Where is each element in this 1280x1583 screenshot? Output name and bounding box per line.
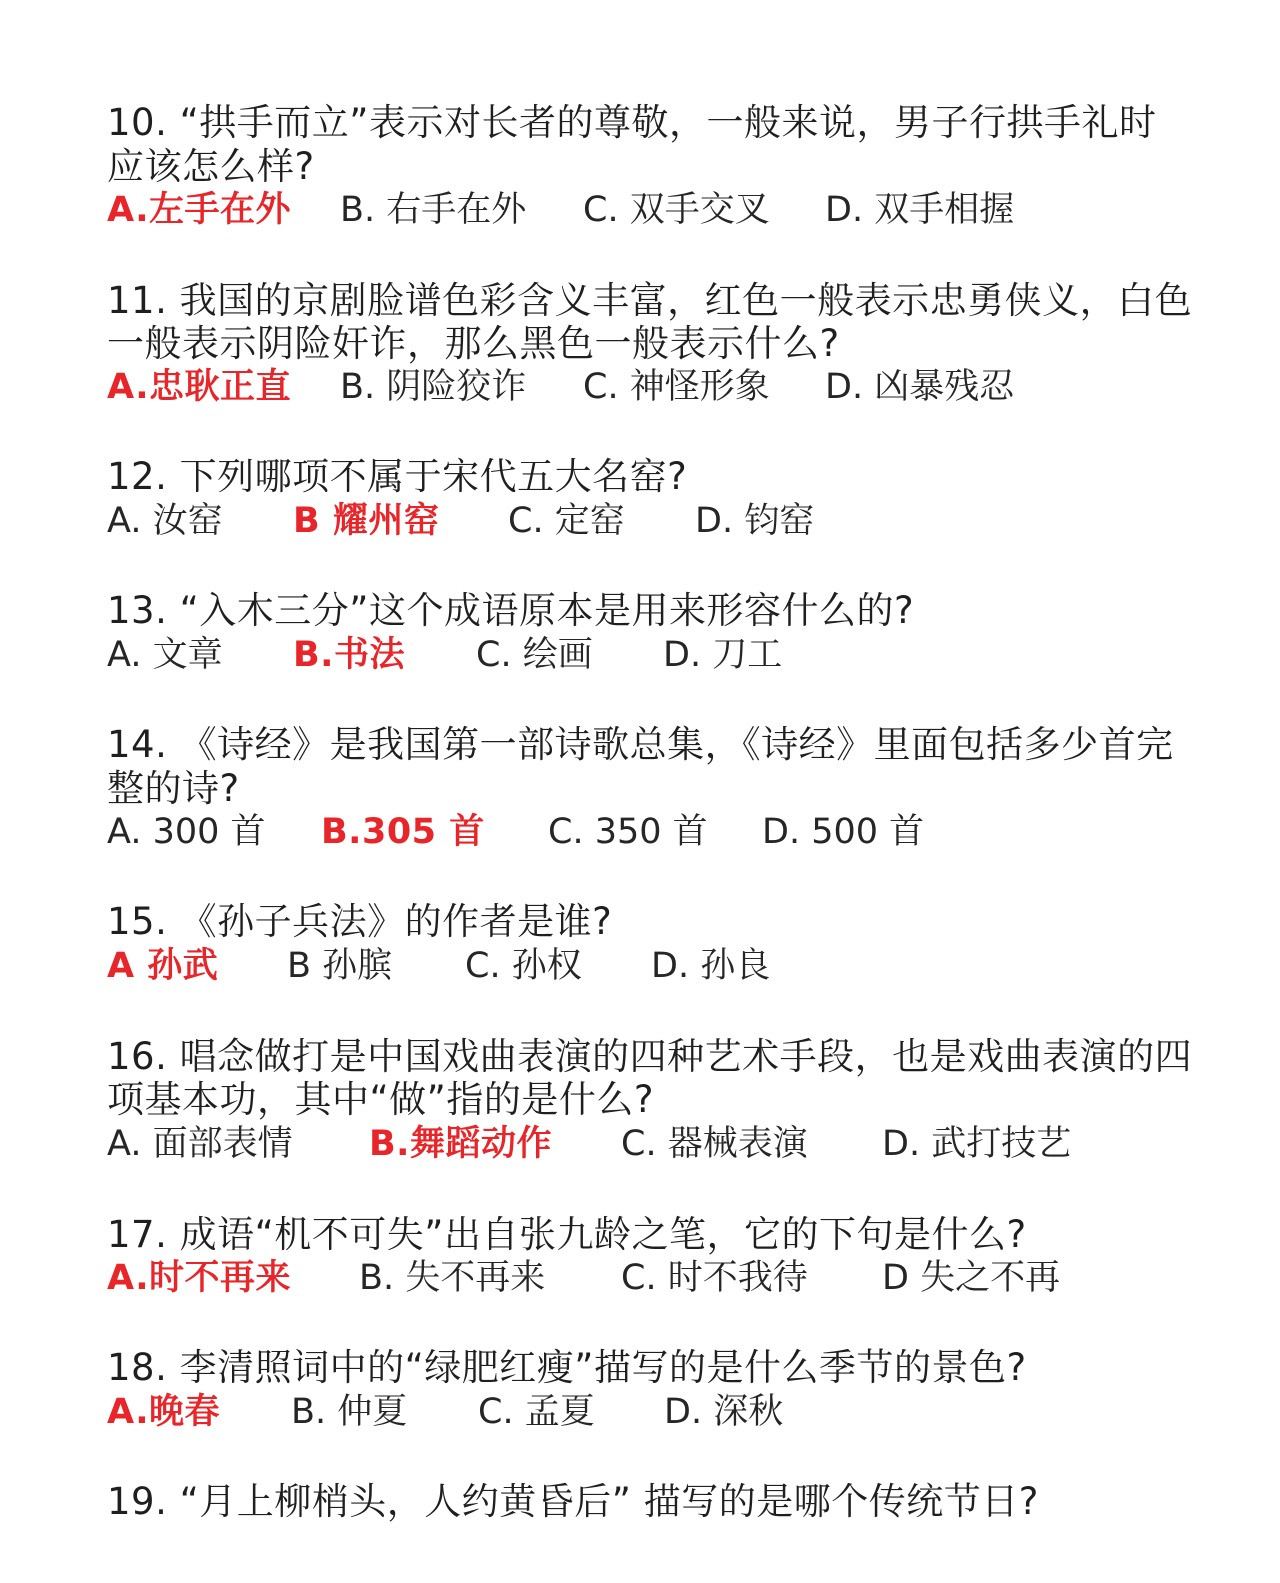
question-14-option-c: C. 350 首 bbox=[548, 812, 708, 852]
question-17-option-a: A.时不再来 bbox=[107, 1258, 292, 1298]
question-12-option-a: A. 汝窑 bbox=[107, 501, 223, 541]
question-15-option-b: B 孙膑 bbox=[287, 946, 393, 986]
question-12-line-1: 12. 下列哪项不属于宋代五大名窑? bbox=[107, 455, 688, 498]
question-16-option-d: D. 武打技艺 bbox=[882, 1124, 1072, 1164]
question-16-option-c: C. 器械表演 bbox=[621, 1124, 808, 1164]
question-14-option-d: D. 500 首 bbox=[762, 812, 925, 852]
question-11-option-c: C. 神怪形象 bbox=[583, 367, 770, 407]
question-16-option-a: A. 面部表情 bbox=[107, 1124, 293, 1164]
question-13-option-d: D. 刀工 bbox=[663, 635, 783, 675]
question-17-option-b: B. 失不再来 bbox=[359, 1258, 546, 1298]
question-15-option-d: D. 孙良 bbox=[651, 946, 771, 986]
question-17-option-c: C. 时不我待 bbox=[621, 1258, 808, 1298]
question-10-option-d: D. 双手相握 bbox=[825, 190, 1015, 230]
question-18-option-d: D. 深秋 bbox=[664, 1392, 784, 1432]
question-17-option-d: D 失之不再 bbox=[882, 1258, 1061, 1298]
question-18-option-c: C. 孟夏 bbox=[478, 1392, 595, 1432]
question-13-option-b: B.书法 bbox=[293, 635, 405, 675]
question-15-option-c: C. 孙权 bbox=[465, 946, 582, 986]
question-18-option-a: A.晚春 bbox=[107, 1392, 221, 1432]
question-16-line-1: 16. 唱念做打是中国戏曲表演的四种艺术手段，也是戏曲表演的四 bbox=[107, 1035, 1193, 1078]
question-13-line-1: 13. “入木三分”这个成语原本是用来形容什么的? bbox=[107, 589, 915, 632]
question-12-option-b: B 耀州窑 bbox=[293, 501, 440, 541]
question-15-line-1: 15. 《孙子兵法》的作者是谁? bbox=[107, 900, 613, 943]
question-11-option-d: D. 凶暴残忍 bbox=[825, 367, 1015, 407]
question-13-option-c: C. 绘画 bbox=[476, 635, 593, 675]
question-10-option-a: A.左手在外 bbox=[107, 190, 292, 230]
question-16-line-2: 项基本功，其中“做”指的是什么? bbox=[107, 1078, 654, 1121]
question-18-option-b: B. 仲夏 bbox=[291, 1392, 408, 1432]
question-19-line-1: 19. “月上柳梢头，人约黄昏后” 描写的是哪个传统节日? bbox=[107, 1480, 1039, 1523]
question-10-option-c: C. 双手交叉 bbox=[583, 190, 770, 230]
question-14-line-1: 14. 《诗经》是我国第一部诗歌总集，《诗经》里面包括多少首完 bbox=[107, 723, 1174, 766]
question-10-option-b: B. 右手在外 bbox=[340, 190, 527, 230]
question-16-option-b: B.舞蹈动作 bbox=[369, 1124, 552, 1164]
question-12-option-d: D. 钧窑 bbox=[695, 501, 815, 541]
question-17-line-1: 17. 成语“机不可失”出自张九龄之笔，它的下句是什么? bbox=[107, 1213, 1027, 1256]
question-14-option-a: A. 300 首 bbox=[107, 812, 266, 852]
question-11-line-1: 11. 我国的京剧脸谱色彩含义丰富，红色一般表示忠勇侠义，白色 bbox=[107, 279, 1193, 322]
question-11-option-b: B. 阴险狡诈 bbox=[340, 367, 527, 407]
question-14-option-b: B.305 首 bbox=[321, 812, 485, 852]
question-10-line-1: 10. “拱手而立”表示对长者的尊敬，一般来说，男子行拱手礼时 bbox=[107, 101, 1157, 144]
question-14-line-2: 整的诗? bbox=[107, 767, 240, 810]
question-12-option-c: C. 定窑 bbox=[508, 501, 625, 541]
question-11-option-a: A.忠耿正直 bbox=[107, 367, 292, 407]
question-10-line-2: 应该怎么样? bbox=[107, 145, 315, 188]
question-13-option-a: A. 文章 bbox=[107, 635, 223, 675]
question-15-option-a: A 孙武 bbox=[107, 946, 219, 986]
question-18-line-1: 18. 李清照词中的“绿肥红瘦”描写的是什么季节的景色? bbox=[107, 1346, 1027, 1389]
question-11-line-2: 一般表示阴险奸诈，那么黑色一般表示什么? bbox=[107, 322, 840, 365]
